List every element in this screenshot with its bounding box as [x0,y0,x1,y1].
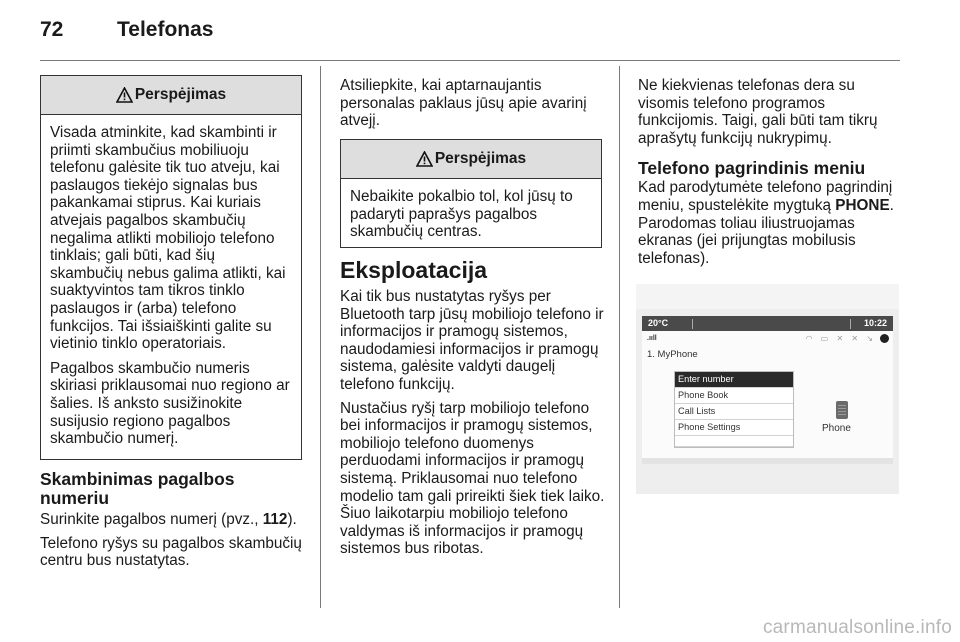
warning-box-1 [40,75,302,460]
record-icon [880,334,889,343]
menu-item-phone-book[interactable]: Phone Book [675,388,793,404]
column-2-intro [340,77,602,136]
phone-main-menu-screenshot [636,284,899,494]
column-divider-1 [320,66,321,608]
menu-item-phone-settings[interactable]: Phone Settings [675,420,793,436]
phone-panel [642,331,893,458]
phone-label: Phone [822,423,851,434]
paragraph: Kai tik bus nustatytas ryšys per Bluetooth tarp jūsų mobiliojo telefono ir informacijos ir pramogų sistemos, naudodamiesi informacijos ir pramogų sistema, galėsite valdyti daugelį telefono funkcijų. [340,288,604,393]
header-rule [40,60,900,61]
warning-paragraph: Pagalbos skambučio numeris skiriasi priklausomai nuo regiono ar šalies. Iš anksto susižinokite susijusio regiono pagalbos skambučio numerį. [50,359,290,448]
device-name: 1. MyPhone [647,349,698,360]
column-3-text [638,77,902,273]
watermark: carmanualsonline.info [762,617,952,638]
warning-triangle-icon [416,151,433,167]
paragraph: Kad parodytumėte telefono pagrindinį meniu, spustelėkite mygtuką PHONE. Parodomas toliau iliustruojamas ekranas (jei prijungtas mobilusis telefonas). [638,179,894,267]
page-title: Telefonas [117,18,214,41]
status-bar [642,316,893,331]
warning-paragraph: Visada atminkite, kad skambinti ir priimti skambučius mobiliuoju telefonu galėsite tik tuo atveju, kai paslaugos tiekėjo signalas bus pakankamai stiprus. Kai kuriais atvejais pagalbos skambučių negalima atlikti mobiliojo telefono tinklais; gali būti, kad šių skambučių nebus galima atlikti, kai suaktyvintos tam tikros tinklo paslaugos ir (arba) telefono funkcijos. Tai išsiaiškinti galite su vietinio tinklo operatoriais. [50,124,286,353]
clock: 10:22 [863,318,887,328]
paragraph: Telefono ryšys su pagalbos skambučių centru bus nustatytas. [40,534,302,570]
phone-device-icon [836,401,848,419]
paragraph: Atsiliepkite, kai aptarnaujantis personalas paklaus jūsų apie avarinį atvejį. [340,77,587,130]
page-number: 72 [40,18,64,41]
emergency-number: 112 [262,511,288,528]
warning-box-2 [340,139,602,248]
warning-title: Perspėjimas [134,86,227,103]
section-heading: Telefono pagrindinis meniu [638,158,866,179]
paragraph: Ne kiekvienas telefonas dera su visomis telefono programos funkcijomis. Taigi, gali būti tam tikrų aprašytų funkcijų nukrypimų. [638,77,878,147]
signal-strength-icon: .ııll [647,335,657,342]
warning-paragraph: Nebaikite pokalbio tol, kol jūsų to padaryti paprašys pagalbos skambučių centras. [350,188,573,241]
column-1-text [40,470,304,576]
warning-header [341,140,601,179]
status-icons: ◠ ▭ ✕ ✕ ↘ [805,334,876,343]
paragraph: Surinkite pagalbos numerį (pvz., 112). [40,511,297,528]
warning-title: Perspėjimas [434,150,527,167]
temperature: 20°C [648,318,669,328]
menu-item-enter-number[interactable]: Enter number [675,372,793,388]
phone-button-label: PHONE [835,196,890,214]
column-divider-2 [619,66,620,608]
menu-item-call-lists[interactable]: Call Lists [675,404,793,420]
section-heading: Eksploatacija [340,257,488,283]
section-heading: Skambinimas pagalbos numeriu [40,469,235,508]
paragraph: Nustačius ryšį tarp mobiliojo telefono bei informacijos ir pramogų sistemos, mobiliojo telefono duomenys perduodami informacijos ir pramogų sistemą. Priklausomai nuo telefono modelio tam gali prireikti šiek tiek laiko. Šiuo laikotarpiu mobiliojo telefono valdymas iš informacijos ir pramogų sistemos bus ribotas. [340,399,605,558]
warning-triangle-icon [116,87,133,103]
phone-menu [674,371,794,448]
warning-header [41,76,301,115]
column-2-text [340,257,605,564]
